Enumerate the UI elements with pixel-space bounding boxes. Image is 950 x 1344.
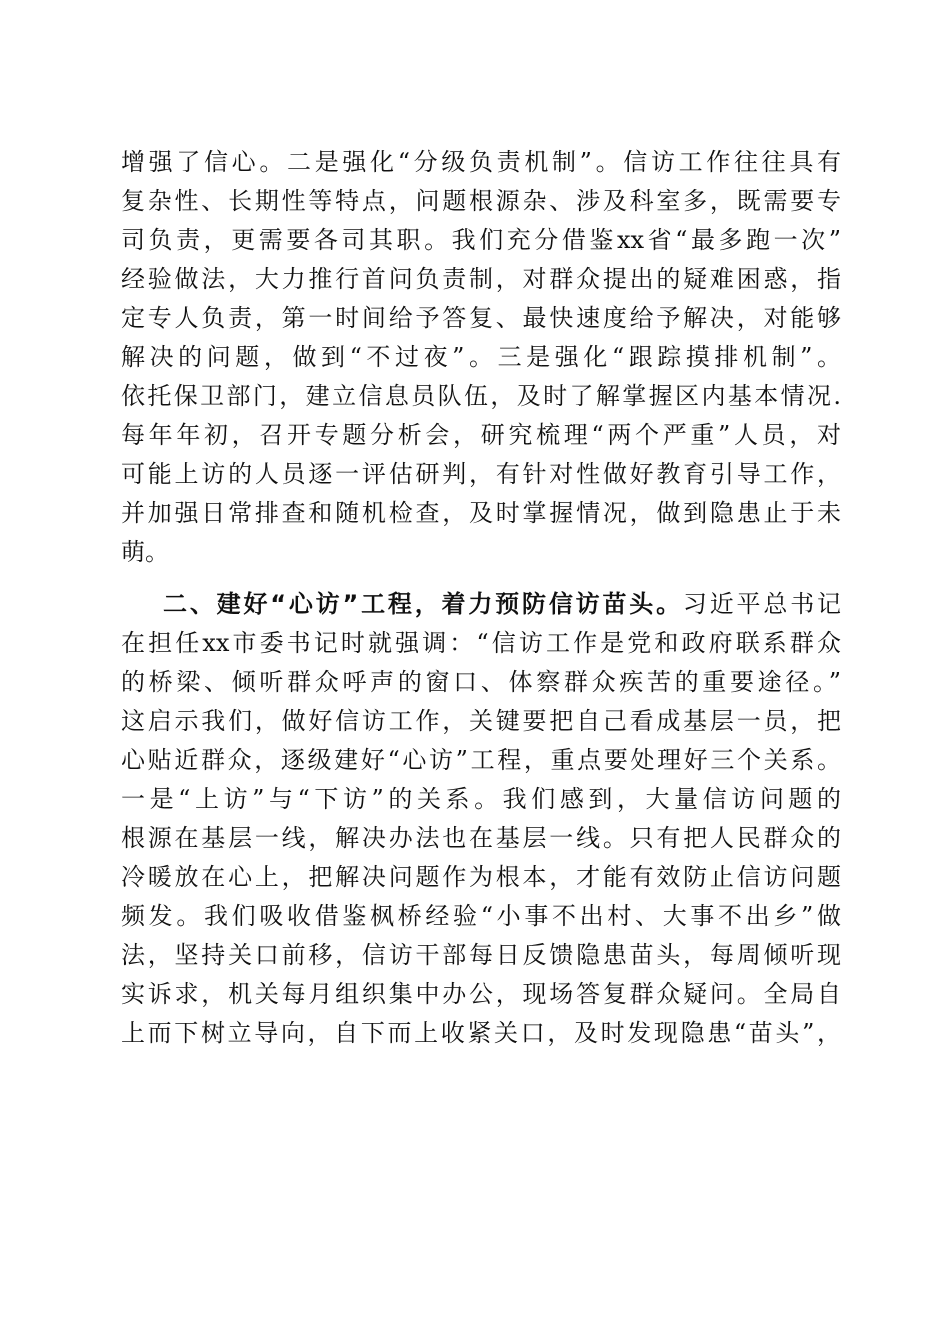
paragraph-1-line-10: 并加强日常排查和随机检查，及时掌握情况，做到隐患止于未: [121, 499, 841, 527]
paragraph-1-line-5: 定专人负责，第一时间给予答复、最快速度给予解决，对能够: [121, 304, 841, 332]
paragraph-1-line-2: 复杂性、长期性等特点，问题根源杂、涉及科室多，既需要专: [121, 187, 841, 215]
paragraph-1-line-7: 依托保卫部门，建立信息员队伍，及时了解掌握区内基本情况.: [121, 382, 841, 410]
paragraph-1-line-3: 司负责，更需要各司其职。我们充分借鉴xx省“最多跑一次”: [121, 226, 841, 254]
paragraph-2-line-6: 一是“上访”与“下访”的关系。我们感到，大量信访问题的: [121, 785, 841, 813]
section-heading: 二、建好“心访”工程，着力预防信访苗头。: [163, 590, 683, 618]
paragraph-1-line-1: 增强了信心。二是强化“分级负责机制”。信访工作往往具有: [121, 148, 841, 176]
paragraph-2-line-2: 在担任xx市委书记时就强调：“信访工作是党和政府联系群众: [121, 629, 841, 657]
paragraph-1-line-6: 解决的问题，做到“不过夜”。三是强化“跟踪摸排机制”。: [121, 343, 841, 371]
paragraph-gap: [121, 572, 841, 585]
paragraph-2-line-7: 根源在基层一线，解决办法也在基层一线。只有把人民群众的: [121, 824, 841, 852]
paragraph-2-first-line-rest: 习近平总书记: [682, 590, 842, 618]
paragraph-2-line-5: 心贴近群众，逐级建好“心访”工程，重点要处理好三个关系。: [121, 746, 841, 774]
paragraph-1-line-11: 萌。: [121, 538, 169, 566]
paragraph-2-line-10: 法，坚持关口前移，信访干部每日反馈隐患苗头，每周倾听现: [121, 941, 841, 969]
paragraph-2-first-line: [121, 585, 841, 624]
paragraph-2-line-3: 的桥梁、倾听群众呼声的窗口、体察群众疾苦的重要途径。”: [121, 668, 841, 696]
paragraph-2-line-4: 这启示我们，做好信访工作，关键要把自己看成基层一员，把: [121, 707, 841, 735]
paragraph-2-line-12: 上而下树立导向，自下而上收紧关口，及时发现隐患“苗头”，: [121, 1019, 841, 1047]
document-body: [121, 143, 841, 1053]
paragraph-1-line-9: 可能上访的人员逐一评估研判，有针对性做好教育引导工作，: [121, 460, 841, 488]
paragraph-2-line-8: 冷暖放在心上，把解决问题作为根本，才能有效防止信访问题: [121, 863, 841, 891]
paragraph-2-line-9: 频发。我们吸收借鉴枫桥经验“小事不出村、大事不出乡”做: [121, 902, 841, 930]
paragraph-2-line-11: 实诉求，机关每月组织集中办公，现场答复群众疑问。全局自: [121, 980, 841, 1008]
paragraph-1-line-4: 经验做法，大力推行首问负责制，对群众提出的疑难困惑，指: [121, 265, 841, 293]
paragraph-1-line-8: 每年年初，召开专题分析会，研究梳理“两个严重”人员，对: [121, 421, 841, 449]
